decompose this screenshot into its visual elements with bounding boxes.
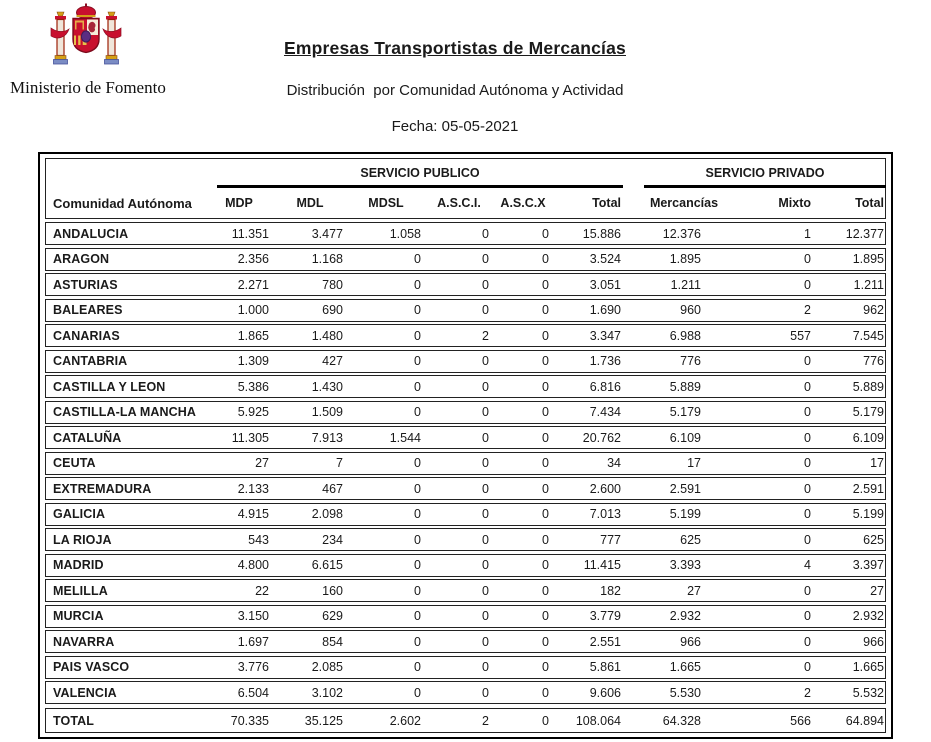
mdsl-cell: 0 [414,634,421,649]
region-name-cell: CANTABRIA [53,354,128,368]
ascx-cell: 0 [542,379,549,394]
asci-cell: 0 [482,609,489,623]
mdl-cell: 1.480 [311,328,343,343]
table-row [45,579,886,602]
group-header-spacer [46,164,205,188]
ascx-cell: 0 [542,303,549,317]
table-row [45,477,886,500]
column-header-total-privado: Total [855,196,884,210]
mercancias-cell: 5.889 [669,379,701,394]
mercancias-cell: 6.988 [669,328,701,343]
mixto-cell: 557 [790,328,811,343]
table-row [45,248,886,271]
column-header-mixto: Mixto [778,196,811,210]
mercancias-cell: 3.393 [669,558,701,572]
mixto-cell: 0 [804,277,811,292]
table-row [45,630,886,653]
mdp-cell: 3.150 [237,609,269,623]
table-body [45,222,886,704]
total-publico-cell: 6.816 [589,379,621,394]
region-name-cell: CATALUÑA [53,430,122,445]
mixto-cell: 2 [804,303,811,317]
table-row [45,554,886,577]
column-header-comunidad: Comunidad Autónoma [53,195,192,211]
ascx-cell: 0 [542,685,549,700]
table-row [45,273,886,296]
asci-cell: 0 [482,583,489,598]
mixto-cell: 0 [804,354,811,368]
table-row [45,222,886,245]
column-header-total-publico: Total [592,196,621,210]
group-header-servicio-publico [205,164,625,188]
mdp-cell: 2.271 [237,277,269,292]
mdl-cell: 427 [322,354,343,368]
mdl-cell: 690 [322,303,343,317]
mdp-cell: 27 [255,456,269,470]
total-privado-cell: 5.532 [852,685,884,700]
total-privado-cell: 27 [870,583,884,598]
mdsl-cell: 1.544 [389,430,421,445]
region-name-cell: ASTURIAS [53,277,118,292]
total-publico-cell: 7.434 [589,405,621,419]
asci-cell: 0 [482,354,489,368]
ascx-cell: 0 [542,558,549,572]
mdp-cell: 543 [248,532,269,547]
mdsl-cell: 0 [414,379,421,394]
mdsl-cell: 0 [414,277,421,292]
total-publico-cell: 9.606 [589,685,621,700]
total-privado-cell: 776 [863,354,884,368]
ascx-cell: 0 [542,660,549,674]
mixto-cell: 4 [804,558,811,572]
asci-cell: 0 [482,303,489,317]
total-privado-cell: 962 [863,303,884,317]
region-name-cell: MURCIA [53,609,104,623]
mixto-cell: 0 [804,379,811,394]
mixto-cell: 0 [804,430,811,445]
group-label-publico: SERVICIO PUBLICO [360,166,480,180]
mercancias-cell: 2.932 [669,609,701,623]
asci-cell: 0 [482,405,489,419]
total-privado-cell: 966 [863,634,884,649]
total-privado-cell: 1.211 [853,277,884,292]
total-privado-cell: 2.932 [852,609,884,623]
mixto-cell: 0 [804,583,811,598]
asci-cell: 0 [482,660,489,674]
mdsl-cell: 0 [414,532,421,547]
mdl-cell: 3.477 [311,226,343,241]
page-subtitle: Distribución por Comunidad Autónoma y Actividad [286,82,624,99]
asci-cell: 0 [482,634,489,649]
total-publico-cell: 5.861 [589,660,621,674]
data-table [38,152,893,739]
region-name-cell: BALEARES [53,303,123,317]
total-publico-cell: 34 [607,456,621,470]
region-name-cell: CASTILLA-LA MANCHA [53,405,196,419]
total-publico-cell: 7.013 [589,507,621,521]
ascx-cell: 0 [542,354,549,368]
mixto-cell: 0 [804,252,811,266]
total-ascx-cell: 0 [542,713,549,728]
ministry-label: Ministerio de Fomento [10,78,166,97]
total-total-publico-cell: 108.064 [575,713,621,728]
mdl-cell: 6.615 [311,558,343,572]
mercancias-cell: 27 [687,583,701,598]
asci-cell: 0 [482,507,489,521]
total-privado-cell: 5.179 [852,405,884,419]
asci-cell: 0 [482,685,489,700]
column-header-ascx: A.S.C.X [500,196,546,210]
total-publico-cell: 11.415 [583,558,621,572]
mdp-cell: 5.386 [237,379,269,394]
table-row [45,299,886,322]
column-header-mdl: MDL [296,196,324,210]
asci-cell: 0 [482,456,489,470]
region-name-cell: GALICIA [53,507,106,521]
mdsl-cell: 0 [414,481,421,496]
region-name-cell: ANDALUCIA [53,226,129,241]
mdl-cell: 854 [322,634,343,649]
mixto-cell: 0 [804,481,811,496]
mixto-cell: 0 [804,634,811,649]
total-publico-cell: 15.886 [582,226,621,241]
mixto-cell: 0 [804,405,811,419]
mdp-cell: 1.309 [237,354,269,368]
asci-cell: 0 [482,481,489,496]
mercancias-cell: 5.530 [669,685,701,700]
ascx-cell: 0 [542,430,549,445]
mdsl-cell: 0 [414,354,421,368]
mixto-cell: 0 [804,507,811,521]
mixto-cell: 1 [804,226,811,241]
group-header-row [46,159,885,188]
region-name-cell: EXTREMADURA [53,481,152,496]
mdsl-cell: 0 [414,609,421,623]
table-row [45,324,886,347]
region-name-cell: CEUTA [53,456,96,470]
mdsl-cell: 0 [414,405,421,419]
total-privado-cell: 5.889 [852,379,884,394]
mdp-cell: 3.776 [237,660,269,674]
mercancias-cell: 1.665 [669,660,701,674]
total-publico-cell: 3.347 [589,328,621,343]
total-privado-cell: 625 [863,532,884,547]
mdl-cell: 7 [336,456,343,470]
column-header-mdsl: MDSL [368,196,404,210]
total-privado-cell: 6.109 [852,430,884,445]
total-privado-cell: 1.895 [852,252,884,266]
table-row [45,656,886,679]
mdsl-cell: 0 [414,303,421,317]
region-name-cell: MADRID [53,558,104,572]
ascx-cell: 0 [542,456,549,470]
mdsl-cell: 0 [414,456,421,470]
table-row [45,528,886,551]
total-publico-cell: 1.736 [589,354,621,368]
asci-cell: 0 [482,430,489,445]
total-publico-cell: 3.051 [589,277,621,292]
total-publico-cell: 182 [600,583,621,598]
mdl-cell: 1.168 [311,252,343,266]
mdsl-cell: 0 [414,685,421,700]
region-name-cell: PAIS VASCO [53,660,130,674]
region-name-cell: ARAGON [53,252,110,266]
mdsl-cell: 0 [414,328,421,343]
total-publico-cell: 3.524 [589,252,621,266]
mercancias-cell: 17 [687,456,701,470]
mdsl-cell: 0 [414,252,421,266]
mdp-cell: 11.351 [231,226,269,241]
mdsl-cell: 0 [414,660,421,674]
mercancias-cell: 966 [680,634,701,649]
mdp-cell: 1.865 [237,328,269,343]
mdl-cell: 629 [322,609,343,623]
ascx-cell: 0 [542,532,549,547]
mdsl-cell: 1.058 [389,226,421,241]
asci-cell: 0 [482,252,489,266]
mdl-cell: 7.913 [311,430,343,445]
total-publico-cell: 777 [600,532,621,547]
total-row [45,708,886,733]
total-mdp-cell: 70.335 [230,713,269,728]
mdp-cell: 4.915 [237,507,269,521]
mdl-cell: 1.509 [311,405,343,419]
total-publico-cell: 1.690 [589,303,621,317]
table-header [45,158,886,219]
total-asci-cell: 2 [482,713,489,728]
total-privado-cell: 12.377 [845,226,884,241]
total-privado-cell: 3.397 [852,558,884,572]
ascx-cell: 0 [542,277,549,292]
ascx-cell: 0 [542,328,549,343]
asci-cell: 2 [482,328,489,343]
mercancias-cell: 960 [680,303,701,317]
ascx-cell: 0 [542,609,549,623]
mdp-cell: 22 [255,583,269,598]
total-total-privado-cell: 64.894 [845,713,884,728]
ascx-cell: 0 [542,481,549,496]
ascx-cell: 0 [542,507,549,521]
region-name-cell: CANARIAS [53,328,120,343]
mdl-cell: 3.102 [311,685,343,700]
region-name-cell: LA RIOJA [53,532,112,547]
mixto-cell: 0 [804,456,811,470]
table-row [45,503,886,526]
mercancias-cell: 12.376 [662,226,701,241]
asci-cell: 0 [482,532,489,547]
ascx-cell: 0 [542,583,549,598]
mdl-cell: 2.085 [311,660,343,674]
mdp-cell: 11.305 [231,430,269,445]
mercancias-cell: 6.109 [669,430,701,445]
table-row [45,605,886,628]
mdp-cell: 6.504 [237,685,269,700]
mixto-cell: 0 [804,532,811,547]
mercancias-cell: 1.211 [670,277,701,292]
column-header-mercancias: Mercancías [649,196,719,210]
mixto-cell: 0 [804,609,811,623]
column-header-mdp: MDP [225,196,253,210]
total-privado-cell: 17 [870,456,884,470]
total-publico-cell: 2.600 [589,481,621,496]
mercancias-cell: 5.179 [669,405,701,419]
ascx-cell: 0 [542,405,549,419]
region-name-cell: NAVARRA [53,634,115,649]
total-mdl-cell: 35.125 [304,713,343,728]
region-name-cell: CASTILLA Y LEON [53,379,166,394]
column-header-asci: A.S.C.I. [437,196,481,210]
mdp-cell: 1.000 [237,303,269,317]
mercancias-cell: 625 [680,532,701,547]
mdp-cell: 5.925 [237,405,269,419]
asci-cell: 0 [482,558,489,572]
table-row [45,426,886,449]
mdl-cell: 2.098 [311,507,343,521]
group-header-servicio-privado [625,164,887,188]
total-publico-cell: 3.779 [589,609,621,623]
total-publico-cell: 20.762 [582,430,621,445]
table-row [45,350,886,373]
mdl-cell: 780 [322,277,343,292]
total-privado-cell: 7.545 [852,328,884,343]
page-title: Empresas Transportistas de Mercancías [283,38,626,58]
table-row [45,401,886,424]
mdsl-cell: 0 [414,558,421,572]
ascx-cell: 0 [542,252,549,266]
asci-cell: 0 [482,226,489,241]
region-name-cell: MELILLA [53,583,108,598]
table-row [45,681,886,704]
mdp-cell: 4.800 [237,558,269,572]
asci-cell: 0 [482,277,489,292]
mdl-cell: 234 [322,532,343,547]
mercancias-cell: 2.591 [669,481,701,496]
mixto-cell: 2 [804,685,811,700]
mdl-cell: 467 [322,481,343,496]
mdl-cell: 1.430 [311,379,343,394]
mixto-cell: 0 [804,660,811,674]
mdsl-cell: 0 [414,507,421,521]
mercancias-cell: 776 [680,354,701,368]
mercancias-cell: 1.895 [669,252,701,266]
mdp-cell: 2.133 [237,481,269,496]
total-privado-cell: 1.665 [852,660,884,674]
total-publico-cell: 2.551 [589,634,621,649]
mdl-cell: 160 [322,583,343,598]
group-label-privado: SERVICIO PRIVADO [705,166,825,180]
table-row [45,375,886,398]
date-label: Fecha: 05-05-2021 [391,118,519,135]
total-mixto-cell: 566 [790,713,811,728]
ascx-cell: 0 [542,634,549,649]
mercancias-cell: 5.199 [669,507,701,521]
mdsl-cell: 0 [414,583,421,598]
table-row [45,452,886,475]
column-header-row [46,188,885,218]
mdp-cell: 2.356 [237,252,269,266]
publico-underline [217,185,623,188]
total-privado-cell: 5.199 [852,507,884,521]
spain-coat-of-arms-icon [48,3,124,74]
total-mercancias-cell: 64.328 [662,713,701,728]
ascx-cell: 0 [542,226,549,241]
total-mdsl-cell: 2.602 [389,713,421,728]
asci-cell: 0 [482,379,489,394]
privado-underline [644,185,886,188]
mdp-cell: 1.697 [237,634,269,649]
total-label: TOTAL [53,713,95,728]
region-name-cell: VALENCIA [53,685,117,700]
total-privado-cell: 2.591 [852,481,884,496]
